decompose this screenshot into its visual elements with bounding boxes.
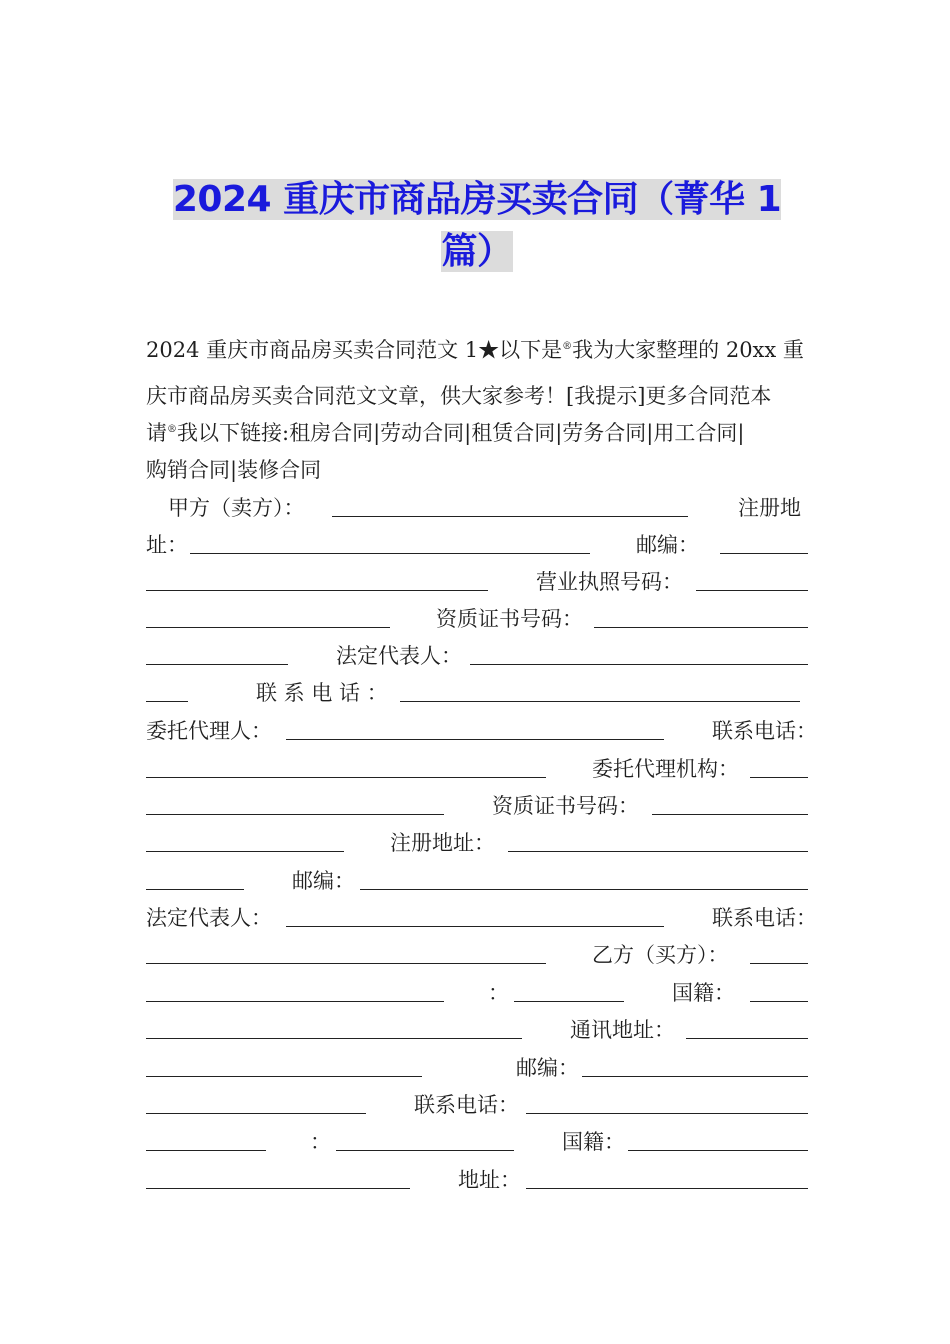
form-row bbox=[146, 751, 808, 788]
mailing-address-field[interactable] bbox=[146, 1076, 422, 1077]
qualification-cert-field[interactable] bbox=[594, 627, 808, 628]
form-row bbox=[146, 975, 808, 1012]
postcode-label: 邮编： bbox=[516, 1056, 579, 1080]
intro-line-2 bbox=[146, 378, 808, 415]
qualification-cert-label: 资质证书号码： bbox=[492, 794, 639, 818]
contact-phone-field[interactable] bbox=[526, 1113, 808, 1114]
agency-label: 委托代理机构： bbox=[592, 757, 739, 781]
nationality-field[interactable] bbox=[750, 1001, 808, 1002]
contact-phone-label: 联 系 电 话 ： bbox=[256, 681, 388, 705]
legal-rep-field[interactable] bbox=[146, 701, 188, 702]
address-label: 地址： bbox=[458, 1168, 521, 1192]
document-title bbox=[146, 174, 808, 278]
registered-mark: ® bbox=[562, 341, 573, 352]
postcode-field[interactable] bbox=[146, 1113, 366, 1114]
blank-field[interactable] bbox=[514, 1001, 624, 1002]
colon-label: ： bbox=[310, 1130, 331, 1154]
agent-label: 委托代理人： bbox=[146, 719, 272, 743]
form-row bbox=[146, 1162, 808, 1199]
title-line-1: 2024 重庆市商品房买卖合同（菁华 1 bbox=[172, 179, 782, 220]
qualification-cert-field[interactable] bbox=[146, 664, 288, 665]
reg-address-field[interactable] bbox=[190, 553, 590, 554]
postcode-label: 邮编： bbox=[292, 869, 355, 893]
nationality-label: 国籍： bbox=[672, 981, 735, 1005]
blank-field[interactable] bbox=[336, 1150, 514, 1151]
legal-rep-field[interactable] bbox=[286, 926, 664, 927]
contact-phone-label: 联系电话： bbox=[712, 906, 817, 930]
form-row bbox=[146, 490, 808, 527]
contact-phone-field[interactable] bbox=[146, 963, 546, 964]
form-row bbox=[146, 937, 808, 974]
form-row bbox=[146, 788, 808, 825]
legal-rep-field[interactable] bbox=[470, 664, 808, 665]
contact-phone-label: 联系电话： bbox=[712, 719, 817, 743]
form-row bbox=[146, 638, 808, 675]
postcode-field[interactable] bbox=[360, 889, 808, 890]
reg-address-label: 址： bbox=[146, 533, 188, 557]
reg-address-field[interactable] bbox=[508, 851, 808, 852]
postcode-field[interactable] bbox=[146, 590, 488, 591]
party-a-label: 甲方（卖方）： bbox=[168, 496, 305, 520]
intro-links[interactable]: 购销合同|装修合同 bbox=[146, 458, 322, 482]
form-row bbox=[146, 900, 817, 937]
form-row bbox=[146, 863, 808, 900]
intro-text: 庆市商品房买卖合同范文文章，供大家参考！[我提示]更多合同范本 bbox=[146, 384, 772, 408]
party-b-label: 乙方（买方）： bbox=[592, 943, 729, 967]
intro-line-1 bbox=[146, 332, 808, 369]
mailing-address-field[interactable] bbox=[686, 1038, 808, 1039]
address-field[interactable] bbox=[526, 1188, 808, 1189]
form-row bbox=[146, 527, 808, 564]
qualification-cert-field[interactable] bbox=[146, 851, 344, 852]
reg-address-label: 注册地址： bbox=[390, 831, 495, 855]
intro-line-3 bbox=[146, 415, 808, 452]
registered-mark: ® bbox=[167, 424, 177, 435]
nationality-field[interactable] bbox=[146, 1038, 522, 1039]
form-row bbox=[146, 713, 817, 750]
agency-field[interactable] bbox=[146, 814, 444, 815]
form-row bbox=[146, 1012, 808, 1049]
mailing-address-label: 通讯地址： bbox=[570, 1018, 675, 1042]
reg-address-label: 注册地 bbox=[738, 496, 801, 520]
qualification-cert-field[interactable] bbox=[652, 814, 808, 815]
legal-rep-label: 法定代表人： bbox=[146, 906, 272, 930]
qualification-cert-label: 资质证书号码： bbox=[436, 607, 583, 631]
postcode-field[interactable] bbox=[720, 553, 808, 554]
agency-field[interactable] bbox=[750, 777, 808, 778]
business-license-field[interactable] bbox=[696, 590, 808, 591]
intro-text: 请 bbox=[146, 421, 167, 445]
contact-phone-field[interactable] bbox=[146, 1150, 266, 1151]
contact-phone-field[interactable] bbox=[146, 777, 546, 778]
form-row bbox=[146, 601, 808, 638]
contact-phone-label: 联系电话： bbox=[414, 1093, 519, 1117]
agent-field[interactable] bbox=[286, 739, 664, 740]
colon-label: ： bbox=[488, 981, 509, 1005]
contact-phone-field[interactable] bbox=[400, 701, 800, 702]
party-a-field[interactable] bbox=[332, 516, 688, 517]
legal-rep-label: 法定代表人： bbox=[336, 644, 462, 668]
business-license-field[interactable] bbox=[146, 627, 390, 628]
form-row bbox=[146, 825, 808, 862]
form-row bbox=[146, 1087, 808, 1124]
nationality-label: 国籍： bbox=[562, 1130, 625, 1154]
business-license-label: 营业执照号码： bbox=[536, 570, 683, 594]
postcode-field[interactable] bbox=[582, 1076, 808, 1077]
intro-links[interactable]: 我以下链接:租房合同|劳动合同|租赁合同|劳务合同|用工合同| bbox=[177, 421, 745, 445]
form-row bbox=[146, 1124, 808, 1161]
intro-text: 2024 重庆市商品房买卖合同范文 1★以下是 bbox=[146, 338, 563, 362]
intro-line-4 bbox=[146, 452, 808, 489]
title-line-2: 篇） bbox=[441, 231, 513, 272]
party-b-field[interactable] bbox=[750, 963, 808, 964]
nationality-field[interactable] bbox=[146, 1188, 410, 1189]
nationality-field[interactable] bbox=[628, 1150, 808, 1151]
postcode-label: 邮编： bbox=[636, 533, 699, 557]
form-row bbox=[146, 564, 808, 601]
reg-address-field[interactable] bbox=[146, 889, 244, 890]
intro-text: 我为大家整理的 20xx 重 bbox=[572, 338, 804, 362]
form-row bbox=[146, 675, 808, 712]
party-b-field[interactable] bbox=[146, 1001, 444, 1002]
form-row bbox=[146, 1050, 808, 1087]
